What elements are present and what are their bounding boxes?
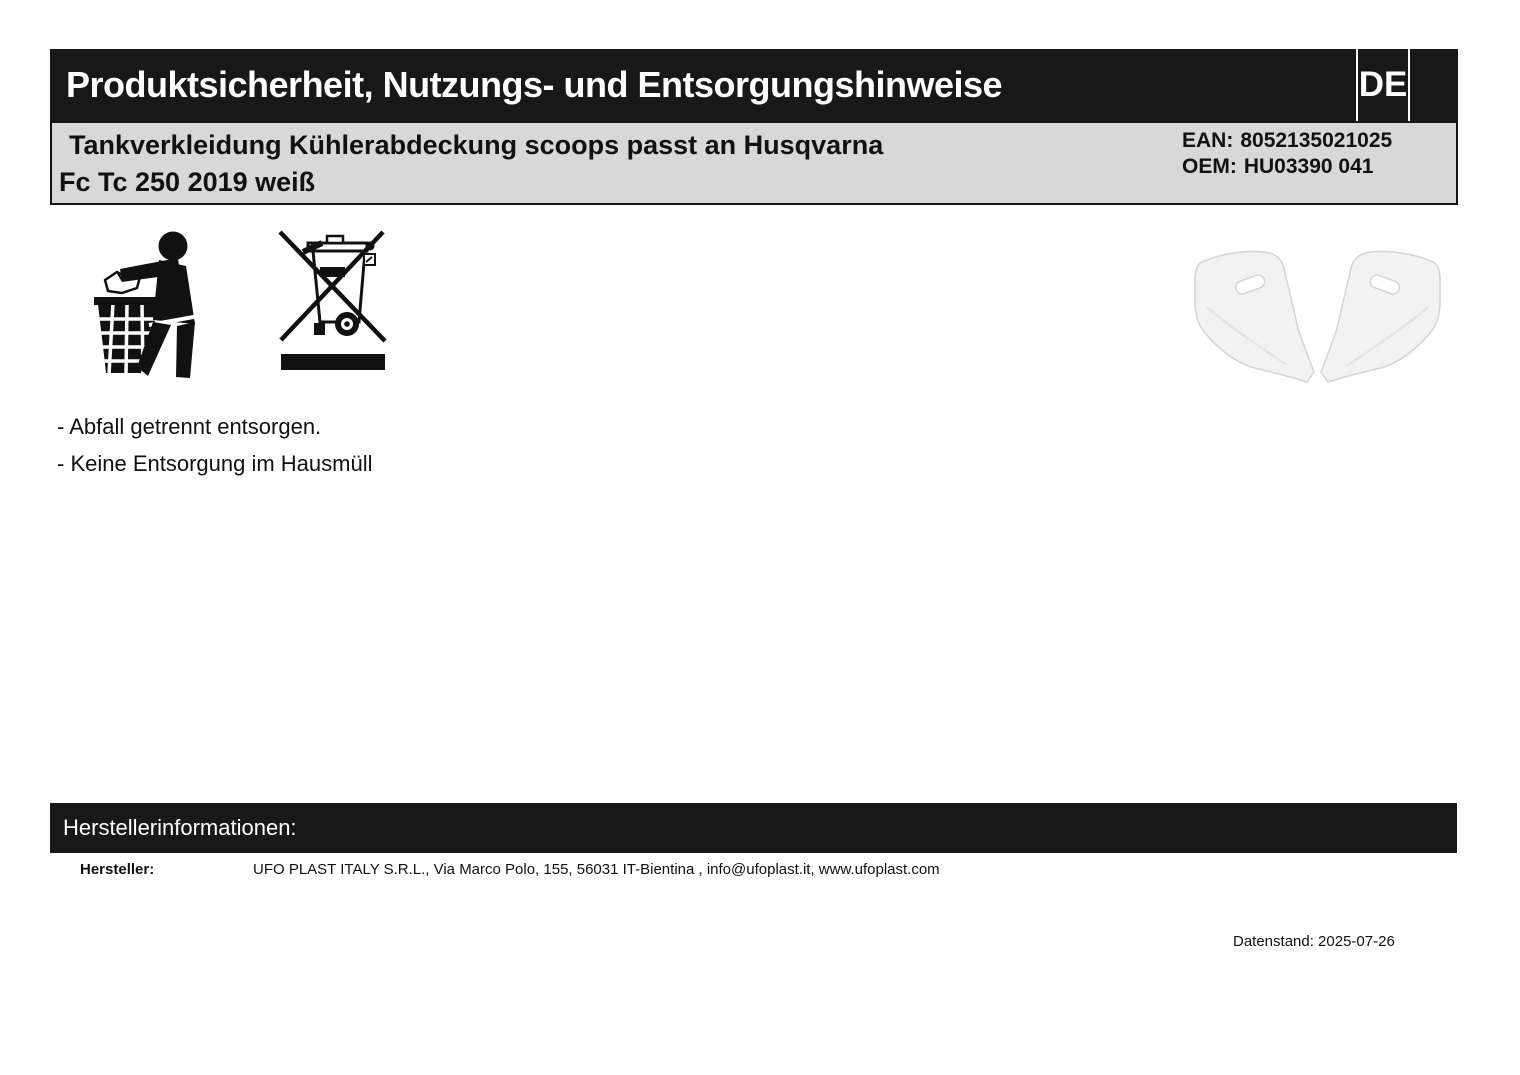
product-photo-radiator-scoops bbox=[1185, 245, 1450, 385]
disposal-note: - Abfall getrennt entsorgen. bbox=[57, 414, 322, 439]
ean-value: 8052135021025 bbox=[1240, 129, 1393, 152]
language-badge: DE bbox=[1356, 49, 1410, 121]
product-strip bbox=[50, 121, 1458, 205]
manufacturer-section-bar: Herstellerinformationen: bbox=[50, 803, 1457, 853]
product-name bbox=[59, 127, 883, 201]
data-status-date: Datenstand: 2025-07-26 bbox=[1233, 933, 1395, 950]
disposal-note: - Keine Entsorgung im Hausmüll bbox=[57, 451, 373, 476]
ean-row bbox=[1182, 128, 1392, 154]
oem-row bbox=[1182, 154, 1392, 180]
oem-label: OEM: bbox=[1182, 155, 1237, 178]
oem-value: HU03390 041 bbox=[1243, 155, 1374, 178]
manufacturer-label: Hersteller: bbox=[80, 861, 155, 878]
manufacturer-value: UFO PLAST ITALY S.R.L., Via Marco Polo, 155, 56031 IT-Bientina , info@ufoplast.it, www.ufoplast.com bbox=[253, 861, 940, 878]
header-bar bbox=[50, 49, 1458, 121]
crossed-out-wheeled-bin-weee-icon bbox=[278, 228, 390, 373]
product-name-line2: Fc Tc 250 2019 weiß bbox=[59, 167, 316, 197]
disposal-notes bbox=[57, 408, 372, 482]
tidyman-litter-disposal-icon bbox=[93, 228, 205, 378]
page-title: Produktsicherheit, Nutzungs- und Entsorgungshinweise bbox=[66, 64, 1003, 105]
ean-label: EAN: bbox=[1182, 129, 1234, 152]
product-codes bbox=[1182, 128, 1392, 180]
product-name-line1: Tankverkleidung Kühlerabdeckung scoops passt an Husqvarna bbox=[69, 130, 884, 160]
